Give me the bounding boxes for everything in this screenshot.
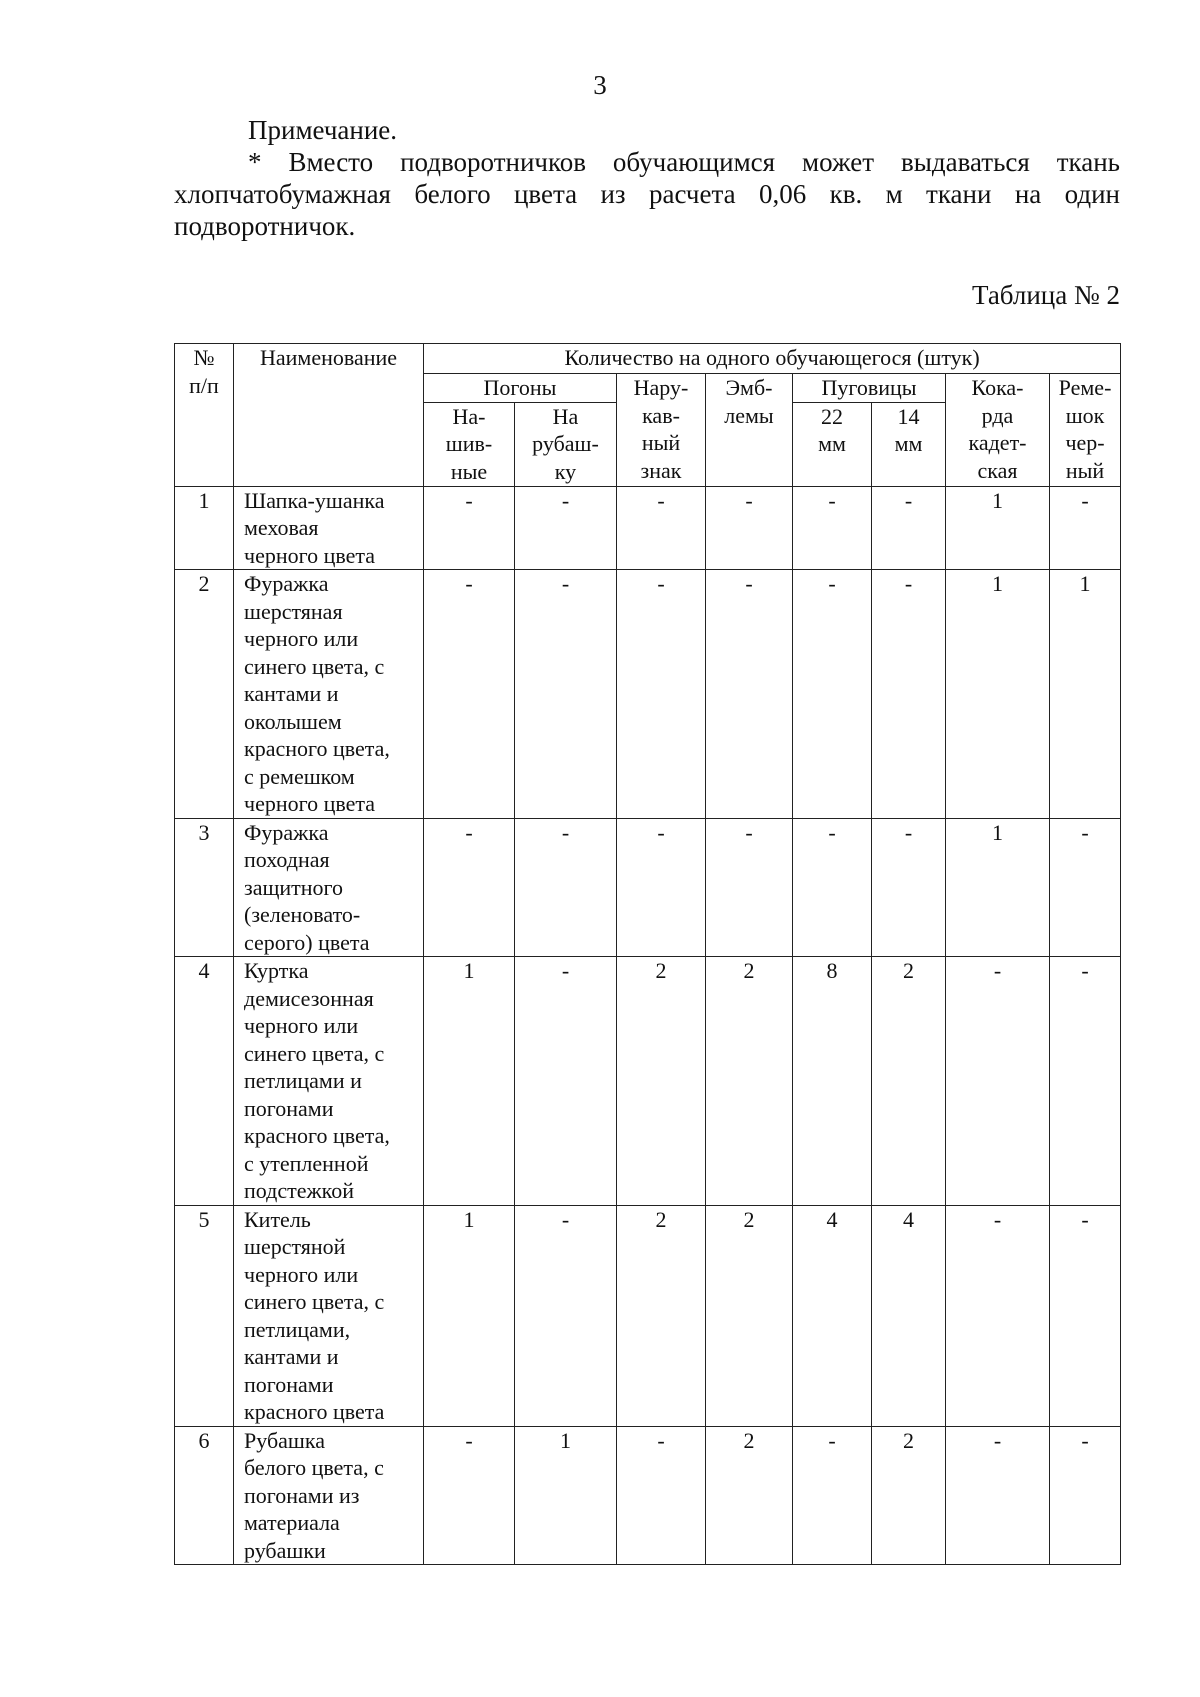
row-number: 6 <box>175 1426 234 1565</box>
item-name-line: красного цвета, <box>244 736 390 761</box>
quantity-cell: - <box>1050 486 1121 570</box>
quantity-cell: - <box>617 570 706 819</box>
header-remeshok: Реме- шок чер- ный <box>1050 374 1121 487</box>
quantity-cell: - <box>946 957 1050 1206</box>
item-name-line: черного или <box>244 626 359 651</box>
quantity-cell: 1 <box>946 818 1050 957</box>
item-name-line: черного или <box>244 1013 359 1038</box>
quantity-cell: - <box>515 957 617 1206</box>
header-kokarda: Кока- рда кадет- ская <box>946 374 1050 487</box>
header-14mm: 14 мм <box>872 402 946 486</box>
item-name-line: погонами <box>244 1095 334 1121</box>
quantity-cell: - <box>424 1426 515 1565</box>
item-name-line: Фуражка <box>244 819 329 845</box>
header-narukavny: Нару- кав- ный знак <box>617 374 706 487</box>
header-nashivnye: На- шив- ные <box>424 402 515 486</box>
item-name-line: с утепленной <box>244 1150 369 1176</box>
header-name: Наименование <box>234 344 424 487</box>
table-caption: Таблица № 2 <box>972 280 1120 310</box>
quantity-cell: 1 <box>515 1426 617 1565</box>
item-name-line: походная <box>244 847 330 872</box>
quantity-cell: - <box>706 486 793 570</box>
item-name-line: кантами и <box>244 1344 339 1369</box>
quantity-cell: 2 <box>706 1426 793 1565</box>
quantity-cell: 1 <box>946 570 1050 819</box>
row-item-name <box>234 1426 424 1565</box>
quantity-cell: - <box>617 1426 706 1565</box>
item-name-line: Шапка-ушанка <box>244 487 385 513</box>
quantity-cell: 2 <box>872 1426 946 1565</box>
quantity-cell: - <box>1050 1426 1121 1565</box>
item-name-line: красного цвета, <box>244 1123 390 1148</box>
quantity-cell: 8 <box>793 957 872 1206</box>
item-name-line: с ремешком <box>244 763 355 789</box>
quantity-cell: - <box>424 486 515 570</box>
item-name-line: петлицами, <box>244 1316 351 1342</box>
uniform-table <box>174 343 1121 1565</box>
quantity-cell: 2 <box>617 1205 706 1426</box>
quantity-cell: 4 <box>872 1205 946 1426</box>
header-22mm: 22 мм <box>793 402 872 486</box>
quantity-cell: - <box>793 818 872 957</box>
quantity-cell: 1 <box>946 486 1050 570</box>
quantity-cell: 2 <box>706 957 793 1206</box>
row-number: 1 <box>175 486 234 570</box>
quantity-cell: 1 <box>424 957 515 1206</box>
header-num: № п/п <box>175 344 234 487</box>
item-name-line: погонами <box>244 1371 334 1397</box>
quantity-cell: - <box>872 486 946 570</box>
item-name-line: защитного <box>244 874 344 900</box>
note-block <box>174 114 1120 242</box>
quantity-cell: 1 <box>1050 570 1121 819</box>
item-name-line: (зеленовато- <box>244 902 361 927</box>
item-name-line: материала <box>244 1510 340 1535</box>
quantity-cell: 2 <box>617 957 706 1206</box>
item-name-line: черного цвета <box>244 542 376 568</box>
table-row <box>175 486 1121 570</box>
item-name-line: подстежкой <box>244 1178 355 1203</box>
note-text: * Вместо подворотничков обучающимся может выдаваться ткань хлопчатобумажная белого цвета из расчета 0,06 кв. м ткани на один подворотничок. <box>174 147 1120 241</box>
item-name-line: черного цвета <box>244 791 376 816</box>
item-name-line: околышем <box>244 708 342 734</box>
item-name-line: синего цвета, с <box>244 1040 385 1066</box>
quantity-cell: - <box>1050 1205 1121 1426</box>
quantity-cell: - <box>793 1426 872 1565</box>
quantity-cell: - <box>424 818 515 957</box>
item-name-line: красного цвета <box>244 1399 385 1424</box>
row-number: 5 <box>175 1205 234 1426</box>
quantity-cell: - <box>1050 957 1121 1206</box>
quantity-cell: - <box>872 570 946 819</box>
quantity-cell: 4 <box>793 1205 872 1426</box>
header-na-rubashku: На рубаш- ку <box>515 402 617 486</box>
item-name-line: Куртка <box>244 958 309 983</box>
row-item-name <box>234 818 424 957</box>
quantity-cell: - <box>515 486 617 570</box>
item-name-line: шерстяная <box>244 598 343 624</box>
item-name-line: шерстяной <box>244 1234 346 1259</box>
quantity-cell: 2 <box>706 1205 793 1426</box>
table-row <box>175 818 1121 957</box>
item-name-line: меховая <box>244 515 319 540</box>
quantity-cell: - <box>617 486 706 570</box>
item-name-line: Фуражка <box>244 571 329 596</box>
header-pugovitsy: Пуговицы <box>793 374 946 403</box>
quantity-cell: 2 <box>872 957 946 1206</box>
item-name-line: белого цвета, с <box>244 1455 384 1480</box>
note-title: Примечание. <box>248 115 398 145</box>
table-body <box>175 486 1121 1565</box>
item-name-line: серого) цвета <box>244 929 370 955</box>
quantity-cell: - <box>706 570 793 819</box>
quantity-cell: - <box>793 570 872 819</box>
table-row <box>175 1205 1121 1426</box>
quantity-cell: - <box>872 818 946 957</box>
table-row <box>175 1426 1121 1565</box>
quantity-cell: - <box>793 486 872 570</box>
header-quantity: Количество на одного обучающегося (штук) <box>424 344 1121 374</box>
item-name-line: рубашки <box>244 1537 326 1563</box>
table-header <box>175 344 1121 487</box>
header-emblemy: Эмб- лемы <box>706 374 793 487</box>
row-number: 2 <box>175 570 234 819</box>
quantity-cell: - <box>515 818 617 957</box>
quantity-cell: - <box>515 1205 617 1426</box>
item-name-line: демисезонная <box>244 985 374 1011</box>
quantity-cell: - <box>515 570 617 819</box>
row-item-name <box>234 957 424 1206</box>
row-number: 3 <box>175 818 234 957</box>
item-name-line: петлицами и <box>244 1068 362 1093</box>
item-name-line: синего цвета, с <box>244 653 385 679</box>
quantity-cell: 1 <box>424 1205 515 1426</box>
table-row <box>175 570 1121 819</box>
table-row <box>175 957 1121 1206</box>
quantity-cell: - <box>617 818 706 957</box>
item-name-line: черного или <box>244 1261 359 1287</box>
header-pogony: Погоны <box>424 374 617 403</box>
item-name-line: погонами из <box>244 1482 360 1508</box>
item-name-line: кантами и <box>244 681 339 706</box>
quantity-cell: - <box>946 1205 1050 1426</box>
row-item-name <box>234 486 424 570</box>
item-name-line: синего цвета, с <box>244 1289 385 1314</box>
quantity-cell: - <box>1050 818 1121 957</box>
item-name-line: Китель <box>244 1206 311 1232</box>
row-item-name <box>234 1205 424 1426</box>
quantity-cell: - <box>946 1426 1050 1565</box>
page-number: 3 <box>593 70 607 100</box>
row-number: 4 <box>175 957 234 1206</box>
quantity-cell: - <box>706 818 793 957</box>
row-item-name <box>234 570 424 819</box>
quantity-cell: - <box>424 570 515 819</box>
item-name-line: Рубашка <box>244 1427 325 1453</box>
